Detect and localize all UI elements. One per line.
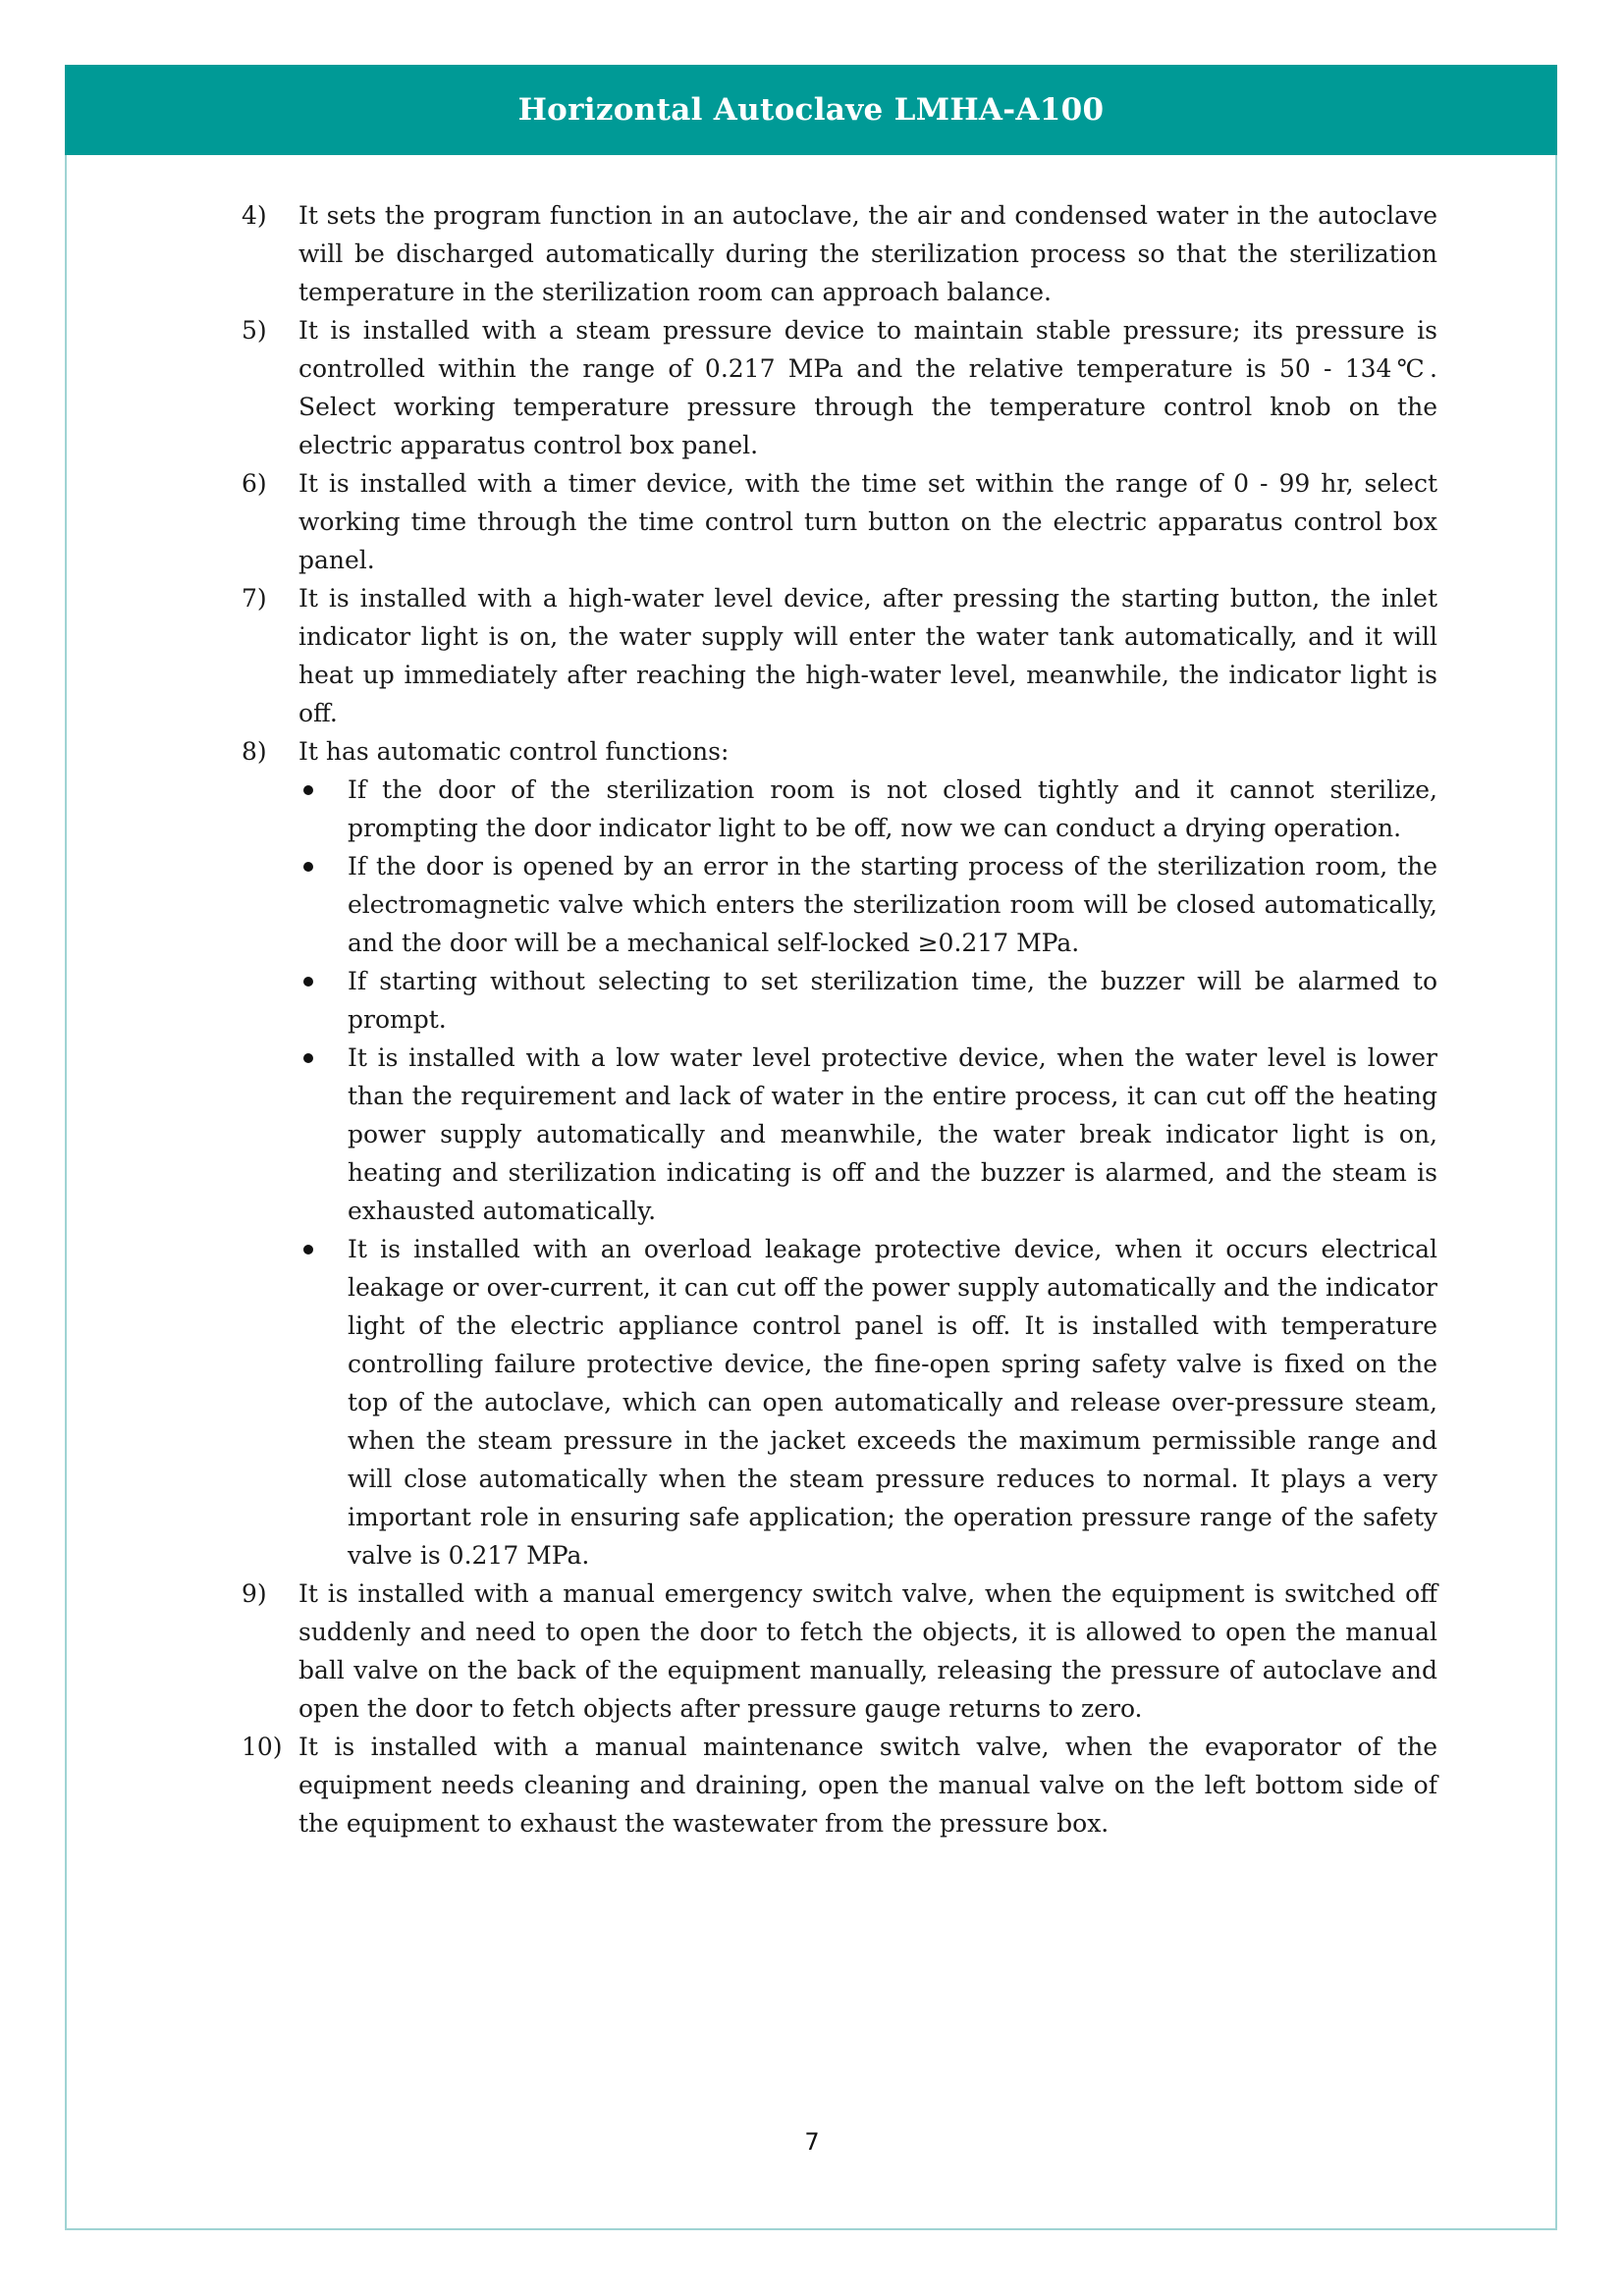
list-item-7: [242, 579, 1437, 732]
item-number: 7): [242, 584, 267, 613]
bullet-text: It is installed with an overload leakage protective device, when it occurs electrical leakage or over-current, it can cut off the power supply automatically and the indicator light of the electric appliance control panel is off. It is installed with temperature controlling failure protective device, the fine-open spring safety valve is fixed on the top of the autoclave, which can open automatically and release over-pressure steam, when the steam pressure in the jacket exceeds the maximum permissible range and will close automatically when the steam pressure reduces to normal. It plays a very important role in ensuring safe application; the operation pressure range of the safety valve is 0.217 MPa.: [348, 1235, 1437, 1570]
item-text: It sets the program function in an autoclave, the air and condensed water in the autoclave will be discharged automatically during the sterilization process so that the sterilization temperature in the sterilization room can approach balance.: [298, 201, 1437, 306]
bullet-icon: [303, 1245, 313, 1255]
item-number: 9): [242, 1579, 267, 1608]
page-title: Horizontal Autoclave LMHA-A100: [517, 92, 1105, 128]
bullet-item: [298, 962, 1437, 1039]
bullet-icon: [303, 785, 313, 795]
item-text: It is installed with a manual emergency switch valve, when the equipment is switched off suddenly and need to open the door to fetch the objects, it is allowed to open the manual ball valve on the back of the equipment manually, releasing the pressure of autoclave and open the door to fetch objects after pressure gauge returns to zero.: [298, 1579, 1437, 1723]
item-text: It is installed with a high-water level device, after pressing the starting button, the inlet indicator light is on, the water supply will enter the water tank automatically, and it will heat up immediately after reaching the high-water level, meanwhile, the indicator light is off.: [298, 584, 1437, 727]
item-text: It is installed with a steam pressure device to maintain stable pressure; its pressure is controlled within the range of 0.217 MPa and the relative temperature is 50 - 134℃. Select working temperature pressure through the temperature control knob on the electric apparatus control box panel.: [298, 316, 1437, 459]
item-text: It is installed with a manual maintenance switch valve, when the evaporator of the equipment needs cleaning and draining, open the manual valve on the left bottom side of the equipment to exhaust the wastewater from the pressure box.: [298, 1733, 1437, 1838]
page-number: 7: [804, 2128, 820, 2156]
list-item-8: [242, 732, 1437, 1575]
bullet-text: It is installed with a low water level protective device, when the water level is lower than the requirement and lack of water in the entire process, it can cut off the heating power supply automatically and meanwhile, the water break indicator light is on, heating and sterilization indicating is off and the buzzer is alarmed, and the steam is exhausted automatically.: [348, 1043, 1437, 1225]
bullet-icon: [303, 862, 313, 872]
list-item-6: [242, 464, 1437, 579]
bullet-icon: [303, 977, 313, 987]
item-text: It has automatic control functions:: [298, 737, 730, 766]
list-item-10: [242, 1728, 1437, 1842]
bullet-item: [298, 771, 1437, 847]
bullet-item: [298, 847, 1437, 962]
bullet-item: [298, 1039, 1437, 1230]
header-bar: [65, 65, 1557, 155]
item-number: 5): [242, 316, 267, 345]
item-number: 6): [242, 469, 267, 498]
automatic-control-bullets: [298, 771, 1437, 1575]
item-number: 4): [242, 201, 267, 230]
bullet-text: If the door of the sterilization room is not closed tightly and it cannot sterilize, prompting the door indicator light to be off, now we can conduct a drying operation.: [348, 775, 1437, 842]
list-item-4: [242, 196, 1437, 311]
list-item-9: [242, 1575, 1437, 1728]
bullet-text: If the door is opened by an error in the starting process of the sterilization room, the electromagnetic valve which enters the sterilization room will be closed automatically, and the door will be a mechanical self-locked ≥0.217 MPa.: [348, 852, 1437, 957]
item-number: 8): [242, 737, 267, 766]
bullet-item: [298, 1230, 1437, 1575]
feature-list: [242, 196, 1437, 1842]
bullet-icon: [303, 1053, 313, 1063]
item-number: 10): [242, 1733, 283, 1761]
bullet-text: If starting without selecting to set sterilization time, the buzzer will be alarmed to prompt.: [348, 967, 1437, 1034]
list-item-5: [242, 311, 1437, 464]
item-text: It is installed with a timer device, with the time set within the range of 0 - 99 hr, select working time through the time control turn button on the electric apparatus control box panel.: [298, 469, 1437, 574]
